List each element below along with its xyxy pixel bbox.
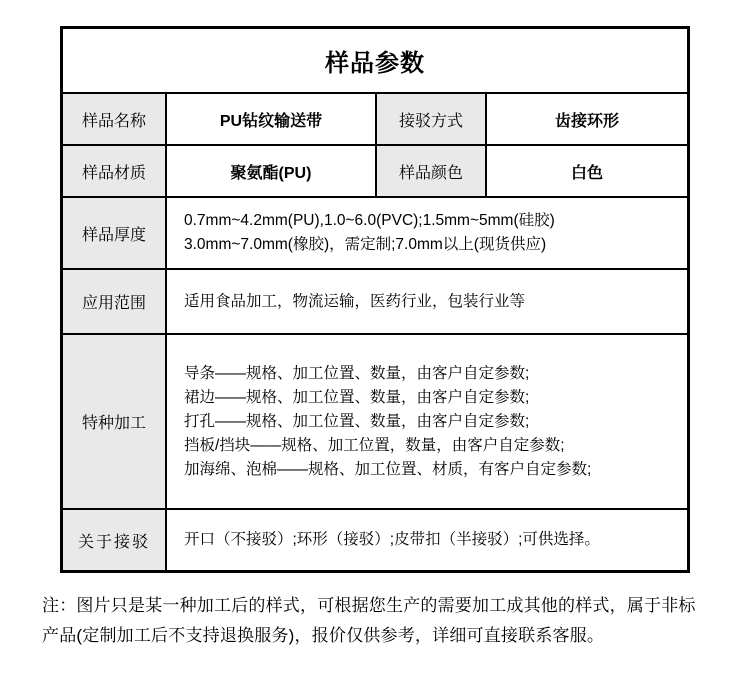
value-application-scope <box>167 270 687 335</box>
value-sample-name: PU钻纹输送带 <box>167 94 377 146</box>
value-sample-color: 白色 <box>487 146 687 198</box>
about-joining-line: 开口（不接驳）;环形（接驳）;皮带扣（半接驳）;可供选择。 <box>184 531 600 548</box>
special-processing-line: 挡板/挡块——规格、加工位置，数量，由客户自定参数; <box>184 436 565 454</box>
value-sample-thickness <box>167 198 687 270</box>
spec-table <box>60 26 690 573</box>
thickness-line: 0.7mm~4.2mm(PU),1.0~6.0(PVC);1.5mm~5mm(硅胶) <box>184 212 555 229</box>
value-sample-material: 聚氨酯(PU) <box>167 146 377 198</box>
table-title: 样品参数 <box>63 29 687 94</box>
value-special-processing <box>167 335 687 510</box>
value-joint-method: 齿接环形 <box>487 94 687 146</box>
special-processing-line: 加海绵、泡棉——规格、加工位置、材质，有客户自定参数; <box>184 460 592 478</box>
footnote <box>42 591 708 651</box>
label-sample-name: 样品名称 <box>63 94 167 146</box>
special-processing-line: 打孔——规格、加工位置、数量，由客户自定参数; <box>184 412 530 430</box>
label-sample-thickness: 样品厚度 <box>63 198 167 270</box>
label-sample-material: 样品材质 <box>63 146 167 198</box>
label-application-scope: 应用范围 <box>63 270 167 335</box>
thickness-line: 3.0mm~7.0mm(橡胶)，需定制;7.0mm以上(现货供应) <box>184 236 547 253</box>
application-line: 适用食品加工，物流运输，医药行业，包装行业等 <box>184 292 526 310</box>
label-sample-color: 样品颜色 <box>377 146 487 198</box>
value-about-joining <box>167 510 687 570</box>
label-about-joining: 关于接驳 <box>63 510 167 570</box>
footnote-line: 产品(定制加工后不支持退换服务)，报价仅供参考，详细可直接联系客服。 <box>42 626 605 645</box>
special-processing-line: 裙边——规格、加工位置、数量，由客户自定参数; <box>184 388 530 406</box>
label-special-processing: 特种加工 <box>63 335 167 510</box>
footnote-line: 注：图片只是某一种加工后的样式，可根据您生产的需要加工成其他的样式，属于非标 <box>42 596 696 615</box>
label-joint-method: 接驳方式 <box>377 94 487 146</box>
special-processing-line: 导条——规格、加工位置、数量，由客户自定参数; <box>184 364 530 382</box>
